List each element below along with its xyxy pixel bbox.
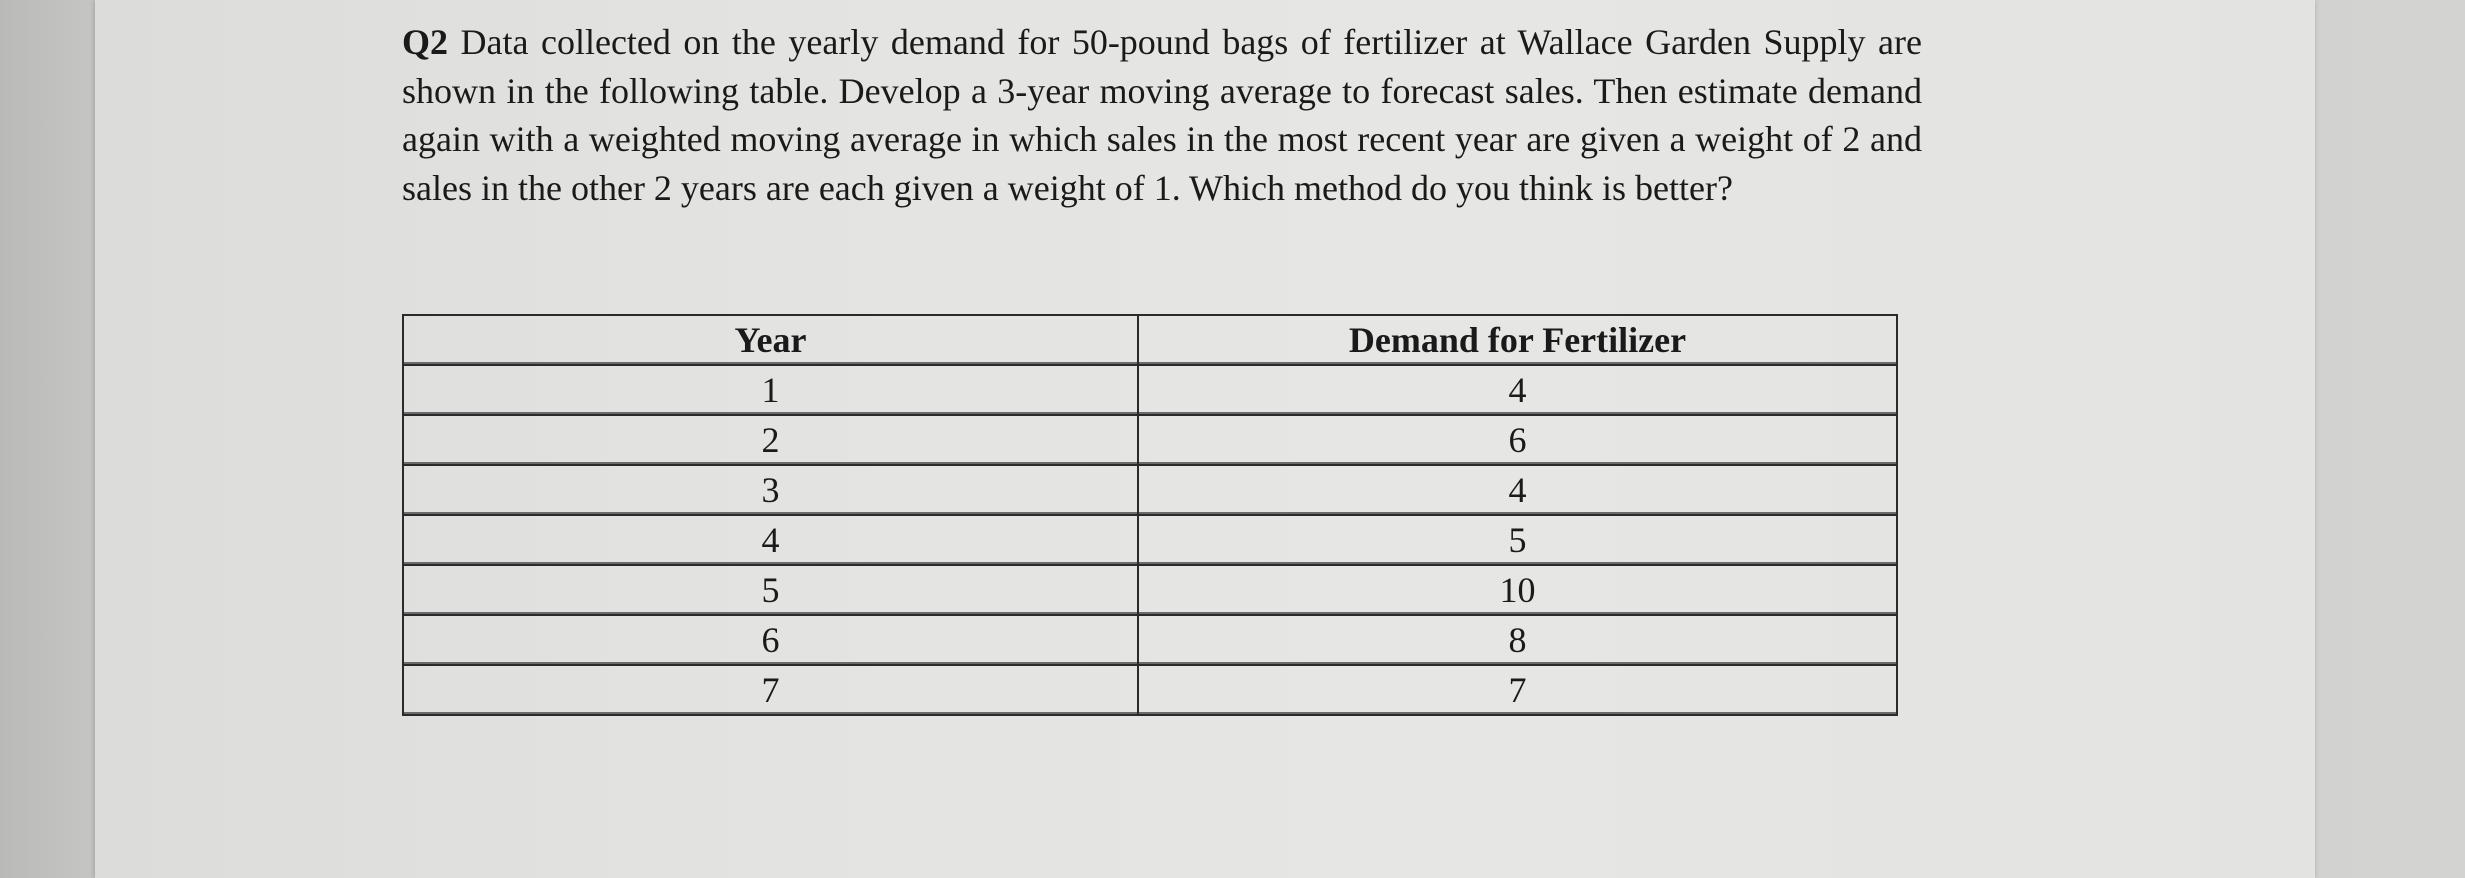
year-cell: 3: [403, 465, 1138, 515]
year-cell: 7: [403, 665, 1138, 715]
demand-cell: 4: [1138, 365, 1897, 415]
header-demand: Demand for Fertilizer: [1138, 315, 1897, 365]
demand-table: [402, 314, 1898, 716]
table-row: [403, 615, 1897, 665]
year-cell: 6: [403, 615, 1138, 665]
question-text: Data collected on the yearly demand for 50-pound bags of fertilizer at Wallace Garden Supply are shown in the following table. Develop a 3-year moving average to forecast sales. Then estimate demand again with a weighted moving average in which sales in the most recent year are given a weight of 2 and sales in the other 2 years are each given a weight of 1. Which method do you think is better?: [402, 22, 1923, 208]
table-row: [403, 365, 1897, 415]
demand-cell: 4: [1138, 465, 1897, 515]
table-row: [403, 515, 1897, 565]
question-paragraph: [402, 18, 1922, 212]
header-year: Year: [403, 315, 1138, 365]
year-cell: 5: [403, 565, 1138, 615]
table-header-row: [403, 315, 1897, 365]
table-row: [403, 665, 1897, 715]
table-row: [403, 565, 1897, 615]
year-cell: 2: [403, 415, 1138, 465]
demand-cell: 10: [1138, 565, 1897, 615]
demand-cell: 5: [1138, 515, 1897, 565]
table-row: [403, 415, 1897, 465]
demand-cell: 8: [1138, 615, 1897, 665]
question-number: Q2: [402, 22, 449, 62]
demand-cell: 6: [1138, 415, 1897, 465]
year-cell: 1: [403, 365, 1138, 415]
demand-cell: 7: [1138, 665, 1897, 715]
table-row: [403, 465, 1897, 515]
year-cell: 4: [403, 515, 1138, 565]
